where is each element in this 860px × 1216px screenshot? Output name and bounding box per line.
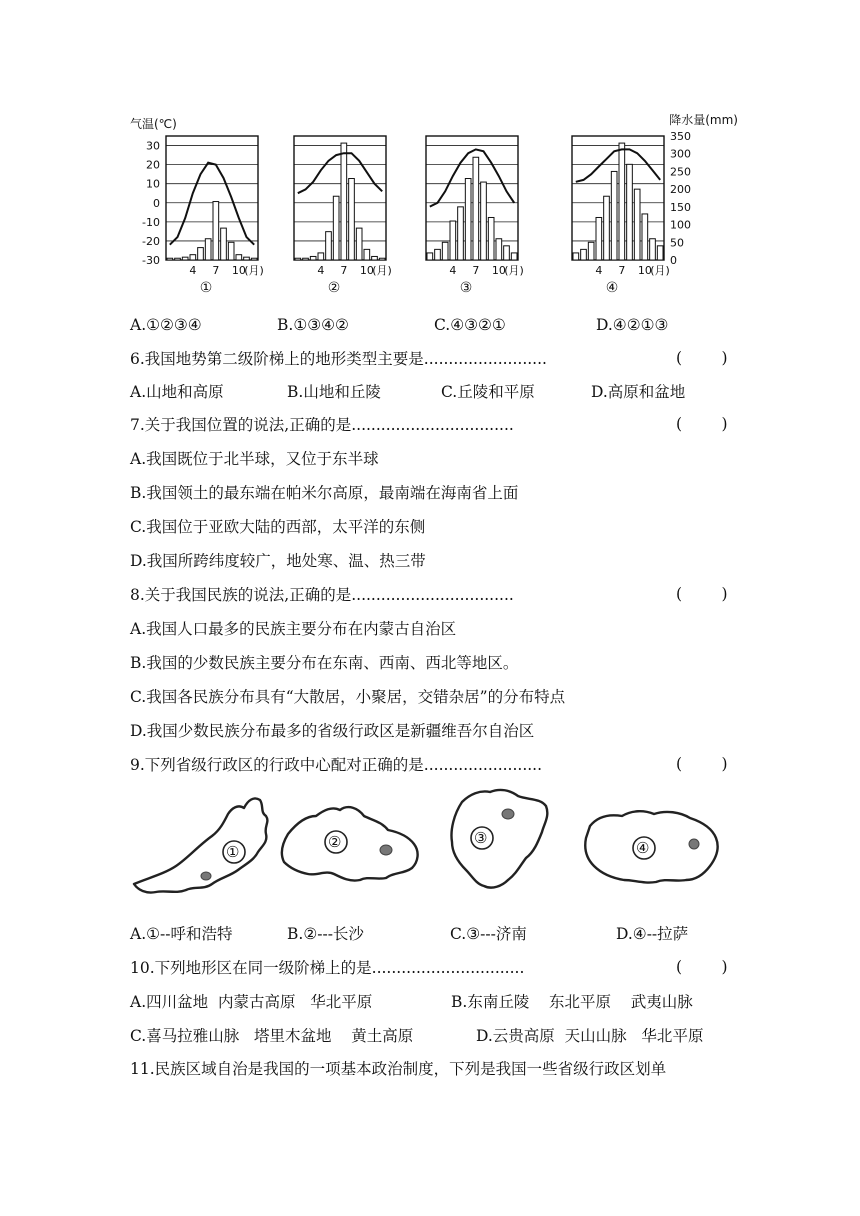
q7-option-c[interactable]: C.我国位于亚欧大陆的西部，太平洋的东侧: [130, 518, 426, 536]
q6-option-a[interactable]: A.山地和高原: [130, 383, 224, 401]
precipitation-bar: [221, 228, 227, 260]
q5-option-c[interactable]: C.④③②①: [434, 316, 506, 334]
month-tick-label: 7: [472, 264, 480, 277]
precipitation-bar: [236, 255, 242, 260]
precipitation-tick-label: 300: [670, 147, 691, 161]
province-map-2: [282, 807, 418, 880]
precipitation-bar: [318, 253, 324, 260]
q8-stem: 8.关于我国民族的说法,正确的是.................................: [130, 586, 514, 604]
precipitation-bar: [190, 255, 196, 260]
chart-frame: [166, 136, 258, 260]
precipitation-tick-label: 100: [670, 218, 691, 232]
province-map-3: [451, 790, 547, 888]
q6-stem: 6.我国地势第二级阶梯上的地形类型主要是.........................: [130, 350, 547, 368]
precipitation-bar: [604, 196, 610, 260]
precipitation-bar: [611, 171, 617, 260]
precipitation-bar: [650, 239, 656, 260]
q7-answer-blank[interactable]: ( ): [676, 415, 728, 433]
temperature-axis-title: 气温(℃): [130, 117, 177, 131]
q9-stem: 9.下列省级行政区的行政中心配对正确的是........................: [130, 756, 543, 774]
q9-option-c[interactable]: C.③---济南: [450, 925, 527, 943]
chart-number-label: ②: [327, 280, 341, 296]
precipitation-bar: [333, 196, 339, 260]
temperature-tick-label: 10: [146, 177, 160, 191]
temperature-tick-label: -30: [142, 254, 160, 267]
precipitation-bar: [481, 182, 487, 260]
month-tick-label: 4: [595, 264, 603, 277]
precipitation-bar: [627, 164, 633, 260]
month-tick-label: 10: [491, 264, 506, 277]
precipitation-bar: [581, 249, 587, 260]
q8-option-c[interactable]: C.我国各民族分布具有“大散居，小聚居，交错杂居”的分布特点: [130, 688, 566, 706]
precipitation-tick-label: 250: [670, 165, 691, 179]
precipitation-tick-label: 150: [670, 200, 691, 214]
q8-option-b[interactable]: B.我国的少数民族主要分布在东南、西南、西北等地区。: [130, 654, 519, 672]
precipitation-bar: [310, 256, 316, 260]
temperature-curve: [170, 163, 254, 245]
map-label-3: ③: [474, 829, 488, 847]
precipitation-bar: [244, 257, 250, 260]
temperature-tick-label: -10: [142, 215, 160, 229]
precipitation-bar: [341, 143, 347, 260]
month-unit-label: (月): [504, 264, 524, 277]
precipitation-bar: [473, 157, 479, 260]
month-tick-label: 10: [637, 264, 652, 277]
precipitation-tick-label: 50: [670, 236, 684, 250]
precipitation-bar: [379, 258, 385, 260]
chart-number-label: ④: [605, 280, 619, 296]
precipitation-bar: [372, 256, 378, 260]
map-label-4: ④: [636, 839, 650, 857]
precipitation-axis-title: 降水量(mm): [669, 113, 738, 127]
precipitation-bar: [427, 253, 433, 260]
q6-option-d[interactable]: D.高原和盆地: [591, 383, 686, 401]
q9-answer-blank[interactable]: ( ): [676, 755, 728, 773]
q9-option-b[interactable]: B.②---长沙: [287, 925, 364, 943]
precipitation-bar: [213, 202, 219, 260]
q10-option-a[interactable]: A.四川盆地 内蒙古高原 华北平原: [130, 993, 373, 1011]
temperature-tick-label: 0: [153, 196, 160, 210]
q8-option-a[interactable]: A.我国人口最多的民族主要分布在内蒙古自治区: [130, 620, 457, 638]
month-unit-label: (月): [372, 264, 392, 277]
q6-option-c[interactable]: C.丘陵和平原: [441, 383, 535, 401]
province-map-1: [134, 798, 267, 892]
precipitation-tick-label: 350: [670, 130, 691, 143]
climate-chart-group: [128, 108, 738, 298]
q9-option-a[interactable]: A.①--呼和浩特: [130, 925, 233, 943]
precipitation-bar: [511, 253, 517, 260]
q10-option-d[interactable]: D.云贵高原 天山山脉 华北平原: [476, 1027, 704, 1045]
precipitation-bar: [182, 257, 188, 260]
precipitation-bar: [619, 143, 625, 260]
precipitation-tick-label: 200: [670, 183, 691, 197]
precipitation-bar: [504, 246, 510, 260]
precipitation-bar: [364, 249, 370, 260]
q5-option-a[interactable]: A.①②③④: [130, 316, 202, 334]
province-maps: [128, 786, 740, 906]
month-unit-label: (月): [244, 264, 264, 277]
temperature-tick-label: 20: [146, 158, 160, 172]
precipitation-bar: [657, 246, 663, 260]
q11-stem: 11.民族区域自治是我国的一项基本政治制度，下列是我国一些省级行政区划单: [130, 1060, 667, 1078]
precipitation-bar: [458, 207, 464, 260]
precipitation-bar: [435, 249, 441, 260]
precipitation-tick-label: 0: [670, 254, 677, 267]
map-label-2: ②: [328, 833, 342, 851]
chart-number-label: ③: [459, 280, 473, 296]
temperature-tick-label: 30: [146, 139, 160, 153]
q7-stem: 7.关于我国位置的说法,正确的是.................................: [130, 416, 514, 434]
precipitation-bar: [205, 239, 211, 260]
temperature-curve: [430, 149, 514, 206]
precipitation-bar: [326, 232, 332, 260]
temperature-curve: [298, 153, 382, 193]
q9-option-d[interactable]: D.④--拉萨: [616, 925, 689, 943]
precipitation-bar: [450, 221, 456, 260]
q10-option-c[interactable]: C.喜马拉雅山脉 塔里木盆地 黄土高原: [130, 1027, 414, 1045]
climate-charts: [128, 108, 738, 298]
month-tick-label: 10: [231, 264, 246, 277]
q5-option-b[interactable]: B.①③④②: [277, 316, 349, 334]
precipitation-bar: [642, 214, 648, 260]
q10-option-b[interactable]: B.东南丘陵 东北平原 武夷山脉: [451, 993, 693, 1011]
precipitation-bar: [295, 258, 301, 260]
q7-option-b[interactable]: B.我国领土的最东端在帕米尔高原，最南端在海南省上面: [130, 484, 519, 502]
precipitation-bar: [303, 258, 309, 260]
temperature-curve: [576, 149, 660, 181]
q6-option-b[interactable]: B.山地和丘陵: [287, 383, 381, 401]
temperature-tick-label: -20: [142, 234, 160, 248]
precipitation-bar: [588, 242, 594, 260]
month-unit-label: (月): [650, 264, 670, 277]
precipitation-bar: [349, 179, 355, 260]
month-tick-label: 7: [212, 264, 220, 277]
month-tick-label: 7: [340, 264, 348, 277]
month-tick-label: 4: [449, 264, 457, 277]
precipitation-bar: [465, 179, 471, 260]
q7-option-a[interactable]: A.我国既位于北半球，又位于东半球: [130, 450, 379, 468]
month-tick-label: 4: [317, 264, 325, 277]
q5-option-d[interactable]: D.④②①③: [596, 316, 669, 334]
month-tick-label: 10: [359, 264, 374, 277]
precipitation-bar: [167, 258, 173, 260]
q10-answer-blank[interactable]: ( ): [676, 958, 728, 976]
month-tick-label: 7: [618, 264, 626, 277]
precipitation-bar: [496, 239, 502, 260]
precipitation-bar: [488, 217, 494, 260]
precipitation-bar: [198, 248, 204, 260]
chart-number-label: ①: [199, 280, 213, 296]
q7-option-d[interactable]: D.我国所跨纬度较广，地处寒、温、热三带: [130, 552, 426, 570]
precipitation-bar: [442, 242, 448, 260]
q8-answer-blank[interactable]: ( ): [676, 585, 728, 603]
q8-option-d[interactable]: D.我国少数民族分布最多的省级行政区是新疆维吾尔自治区: [130, 722, 535, 740]
q10-stem: 10.下列地形区在同一级阶梯上的是...............................: [130, 959, 525, 977]
month-tick-label: 4: [189, 264, 197, 277]
map-label-1: ①: [226, 843, 240, 861]
precipitation-bar: [356, 228, 362, 260]
precipitation-bar: [251, 258, 257, 260]
precipitation-bar: [228, 242, 234, 260]
precipitation-bar: [573, 253, 579, 260]
precipitation-bar: [175, 258, 181, 260]
precipitation-bar: [634, 189, 640, 260]
precipitation-bar: [596, 217, 602, 260]
q6-answer-blank[interactable]: ( ): [676, 349, 728, 367]
